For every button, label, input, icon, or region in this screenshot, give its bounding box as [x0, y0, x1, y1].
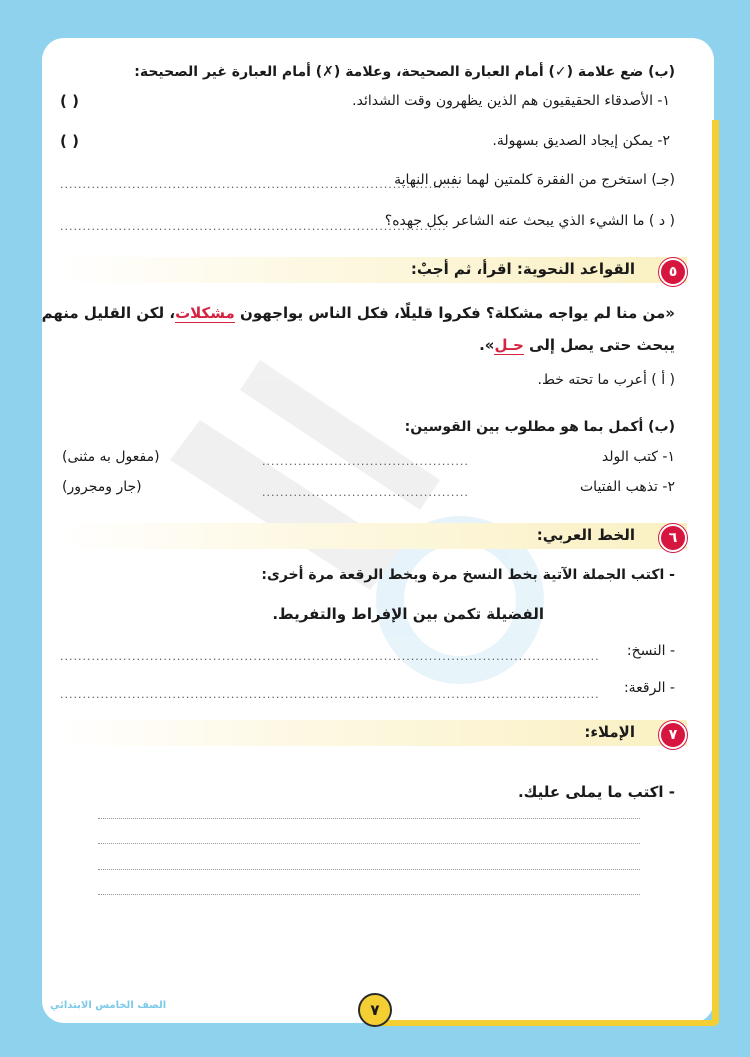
section-7-title: الإملاء: — [584, 723, 635, 741]
grammar-item-2-hint: (جار ومجرور) — [62, 479, 142, 495]
grade-label: الصف الخامس الابتدائي — [50, 1000, 167, 1011]
grammar-question-a: ( أ ) أعرب ما تحته خط. — [537, 372, 675, 388]
section-7-header — [62, 720, 687, 746]
page-number: ٧ — [358, 993, 392, 1027]
section-5-number-badge: ٥ — [659, 258, 687, 286]
calligraphy-sentence: الفضيلة تكمن بين الإفراط والتفريط. — [272, 605, 544, 623]
section-d-question: ( د ) ما الشيء الذي يبحث عنه الشاعر بكل جهده؟ — [384, 213, 675, 229]
grammar-passage-line-2: يبحث حتى يصل إلى حـل». — [479, 336, 675, 354]
dictation-line-3[interactable] — [98, 869, 640, 870]
section-7-number-badge: ٧ — [659, 721, 687, 749]
dictation-line-2[interactable] — [98, 843, 640, 844]
grammar-item-1-answer-line[interactable]: .............................................. — [262, 455, 469, 468]
section-5-header — [62, 257, 687, 283]
grammar-item-1-hint: (مفعول به مثنى) — [62, 449, 160, 465]
highlighted-word-1: مشكلات — [175, 304, 235, 322]
dictation-line-4[interactable] — [98, 894, 640, 895]
section-b-item-1-answer-box[interactable]: ( ) — [60, 92, 79, 110]
ruqaa-label: - الرقعة: — [623, 680, 675, 696]
grammar-passage-line-1: «من منا لم يواجه مشكلة؟ فكروا قليلًا، فكل الناس يواجهون مشكلات، لكن القليل منهم — [41, 304, 675, 322]
section-b-item-2: ٢- يمكن إيجاد الصديق بسهولة. — [492, 133, 670, 149]
section-b-item-2-answer-box[interactable]: ( ) — [60, 132, 79, 150]
page-bottom-accent — [380, 1020, 719, 1026]
grammar-question-b: (ب) أكمل بما هو مطلوب بين القوسين: — [404, 419, 675, 435]
section-b-instruction: (ب) ضع علامة (✓) أمام العبارة الصحيحة، وعلامة (✗) أمام العبارة غير الصحيحة: — [134, 64, 675, 80]
naskh-label: - النسخ: — [626, 643, 675, 659]
section-d-answer-line[interactable]: ...................................................................................... — [60, 220, 447, 233]
ruqaa-answer-line[interactable]: ........................................................................................................................ — [60, 688, 600, 701]
section-c-question: (جـ) استخرج من الفقرة كلمتين لهما نفس النهاية — [394, 172, 675, 188]
highlighted-word-2: حـل — [494, 336, 524, 354]
page-edge-accent — [712, 120, 719, 1025]
section-c-answer-line[interactable]: ......................................................................................... — [60, 178, 461, 191]
grammar-item-2: ٢- تذهب الفتيات — [580, 479, 675, 495]
section-6-title: الخط العربي: — [536, 526, 635, 544]
section-6-number-badge: ٦ — [659, 524, 687, 552]
section-b-item-1: ١- الأصدقاء الحقيقيون هم الذين يظهرون وقت الشدائد. — [352, 93, 670, 109]
grammar-item-2-answer-line[interactable]: .............................................. — [262, 486, 469, 499]
dictation-line-1[interactable] — [98, 818, 640, 819]
grammar-item-1: ١- كتب الولد — [601, 449, 675, 465]
section-6-header — [62, 523, 687, 549]
dictation-instruction: - اكتب ما يملى عليك. — [517, 783, 675, 801]
section-5-title: القواعد النحوية: اقرأ، ثم أجبْ: — [410, 260, 635, 278]
naskh-answer-line[interactable]: ........................................................................................................................ — [60, 650, 600, 663]
calligraphy-instruction: - اكتب الجملة الآتية بخط النسخ مرة وبخط الرقعة مرة أخرى: — [261, 567, 675, 583]
